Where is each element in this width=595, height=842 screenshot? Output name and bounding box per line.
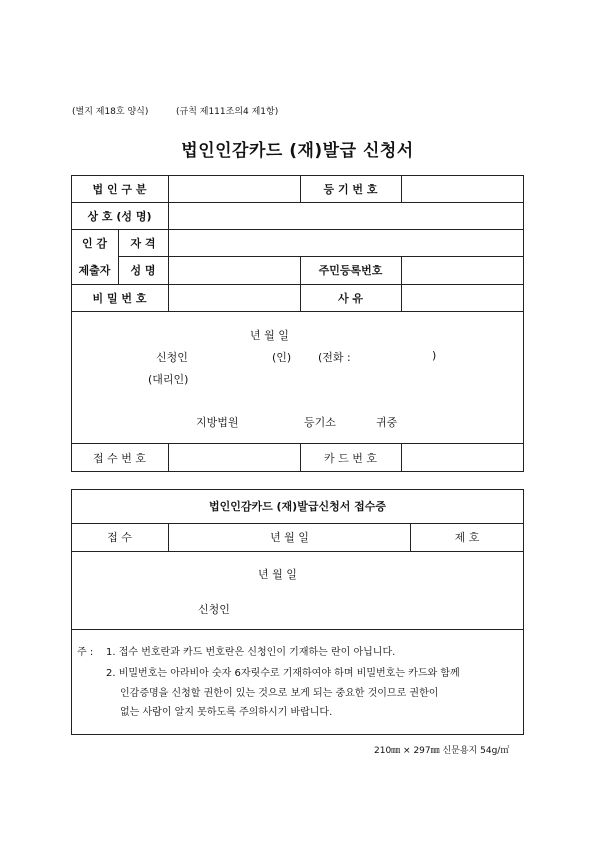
phone-close: ): [432, 349, 437, 362]
receipt-serial: 제 호: [454, 531, 480, 544]
received-label: 접 수: [107, 531, 132, 544]
received-date: 년 월 일: [270, 531, 309, 544]
password-label: 비 밀 번 호: [92, 291, 147, 305]
addressee-label: 귀중: [376, 416, 398, 429]
corp-type-field[interactable]: [169, 175, 300, 202]
receipt-applicant-label: 신청인: [198, 603, 230, 616]
note-item: 1. 접수 번호란과 카드 번호란은 신청인이 기재하는 란이 아닙니다.: [106, 647, 396, 658]
resident-number-label: 주민등록번호: [318, 264, 383, 277]
registration-number-field[interactable]: [402, 175, 523, 202]
annex-label: (별지 제18호 양식): [72, 107, 149, 117]
receipt-title: 법인인감카드 (재)발급신청서 접수증: [208, 500, 387, 513]
note-item: 인감증명을 신청할 권한이 있는 것으로 보게 되는 중요한 것이므로 권한이: [120, 688, 439, 699]
qualification-label: 자 격: [130, 236, 156, 250]
card-number-field[interactable]: [402, 443, 523, 472]
phone-label: (전화 :: [318, 351, 351, 364]
paper-spec: 210㎜ × 297㎜ 신문용지 54g/㎡: [374, 746, 510, 756]
rule-label: (규칙 제111조의4 제1항): [176, 107, 279, 117]
receipt-date: 년 월 일: [258, 568, 297, 581]
note-item: 없는 사람이 알지 못하도록 주의하시기 바랍니다.: [120, 707, 333, 718]
notes-label: 주 :: [77, 647, 94, 658]
card-number-label: 카 드 번 호: [324, 451, 377, 465]
reason-label: 사 유: [337, 291, 364, 305]
page-title: 법인인감카드 (재)발급 신청서: [181, 141, 414, 161]
registry-office-label: 등기소: [304, 416, 336, 429]
registration-number-label: 등 기 번 호: [323, 182, 378, 196]
seal-mark: (인): [272, 351, 292, 364]
agent-label: (대리인): [148, 373, 189, 386]
trade-name-label: 상 호 (성 명): [87, 209, 152, 223]
note-item: 2. 비밀번호는 아라비아 숫자 6자릿수로 기재하여야 하며 비밀번호는 카드와 함께: [106, 668, 460, 679]
seal-submitter-label-top: 인 감: [81, 236, 108, 250]
application-date: 년 월 일: [250, 329, 289, 342]
password-field[interactable]: [169, 284, 300, 311]
receipt-number-field[interactable]: [169, 443, 300, 472]
receipt-number-label: 접 수 번 호: [93, 451, 146, 465]
applicant-label: 신청인: [156, 351, 188, 364]
name-label: 성 명: [130, 264, 156, 277]
district-court-label: 지방법원: [196, 416, 239, 429]
qualification-field[interactable]: [169, 229, 523, 256]
trade-name-field[interactable]: [169, 202, 523, 229]
seal-submitter-label-bottom: 제출자: [78, 264, 111, 277]
name-field[interactable]: [169, 256, 300, 284]
corp-type-label: 법 인 구 분: [92, 182, 147, 196]
reason-field[interactable]: [402, 284, 523, 311]
resident-number-field[interactable]: [402, 256, 523, 284]
